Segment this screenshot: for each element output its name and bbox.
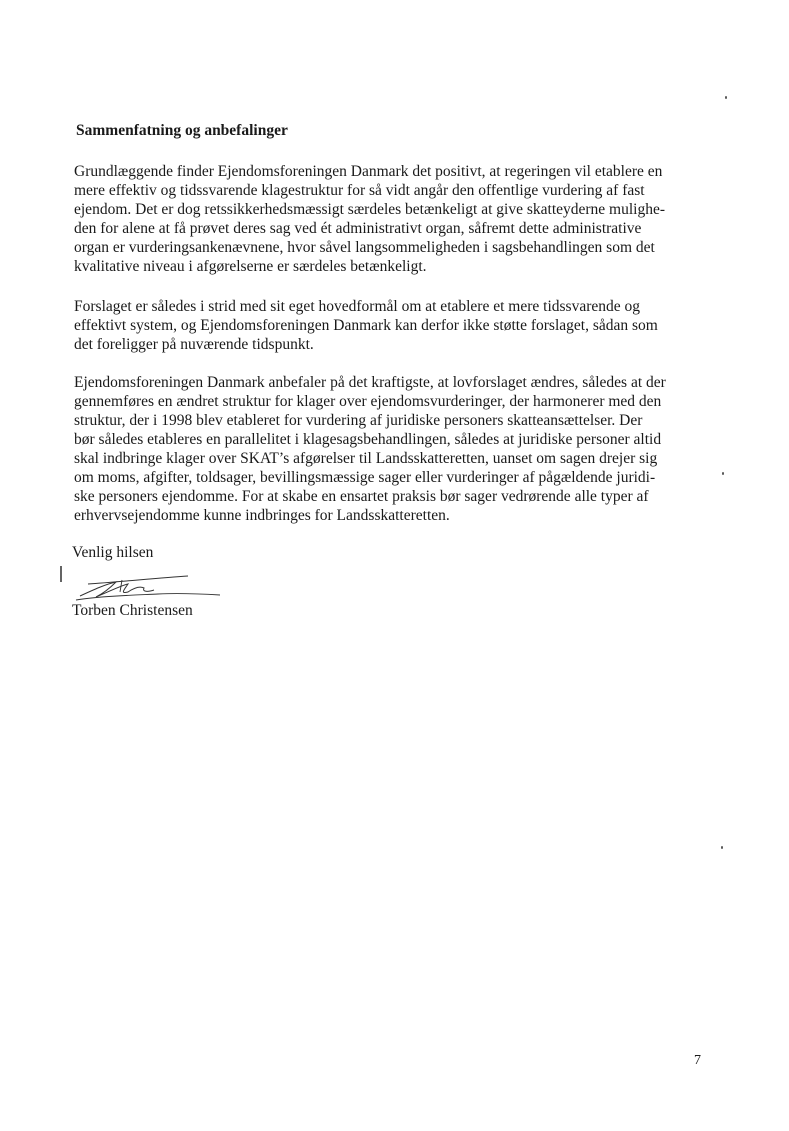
handwritten-signature xyxy=(58,562,228,604)
paragraph-line: effektivt system, og Ejendomsforeningen Danmark kan derfor ikke støtte forslaget, sådan som xyxy=(74,317,658,334)
page-number: 7 xyxy=(694,1053,701,1068)
scan-speck xyxy=(721,846,723,849)
paragraph-line: den for alene at få prøvet deres sag ved ét administrativt organ, såfremt dette administrative xyxy=(74,220,642,237)
paragraph-line: organ er vurderingsankenævnene, hvor såvel langsommeligheden i sagsbehandlingen som det xyxy=(74,239,655,256)
paragraph-line: erhvervsejendomme kunne indbringes for Landsskatteretten. xyxy=(74,507,450,524)
paragraph-1 xyxy=(74,162,665,276)
paragraph-line: kvalitative niveau i afgørelserne er særdeles betænkeligt. xyxy=(74,258,427,275)
scan-speck xyxy=(722,472,724,475)
paragraph-line: det foreligger på nuværende tidspunkt. xyxy=(74,336,314,353)
paragraph-3 xyxy=(74,373,666,525)
closing-salutation: Venlig hilsen xyxy=(72,544,154,561)
paragraph-line: om moms, afgifter, toldsager, bevillingsmæssige sager eller vurderinger af pågældende juridi- xyxy=(74,469,656,486)
paragraph-line: Grundlæggende finder Ejendomsforeningen Danmark det positivt, at regeringen vil etablere en xyxy=(74,163,663,180)
paragraph-line: Ejendomsforeningen Danmark anbefaler på det kraftigste, at lovforslaget ændres, således at der xyxy=(74,374,666,391)
section-heading: Sammenfatning og anbefalinger xyxy=(76,122,288,139)
scan-speck xyxy=(725,96,727,99)
paragraph-line: struktur, der i 1998 blev etableret for vurdering af juridiske personers skatteansættelser. Der xyxy=(74,412,643,429)
paragraph-line: skal indbringe klager over SKAT’s afgørelser til Landsskatteretten, uanset om sagen drejer sig xyxy=(74,450,658,467)
paragraph-line: mere effektiv og tidssvarende klagestruktur for så vidt angår den offentlige vurdering af fast xyxy=(74,182,645,199)
signer-name: Torben Christensen xyxy=(72,602,193,619)
paragraph-line: ske personers ejendomme. For at skabe en ensartet praksis bør sager vedrørende alle typer af xyxy=(74,488,649,505)
paragraph-line: gennemføres en ændret struktur for klager over ejendomsvurderinger, der harmonerer med den xyxy=(74,393,662,410)
paragraph-2 xyxy=(74,297,658,354)
paragraph-line: ejendom. Det er dog retssikkerhedsmæssigt særdeles betænkeligt at give skatteyderne mulighe- xyxy=(74,201,666,218)
paragraph-line: Forslaget er således i strid med sit eget hovedformål om at etablere et mere tidssvarende og xyxy=(74,298,640,315)
paragraph-line: bør således etableres en parallelitet i klagesagsbehandlingen, således at juridiske personer altid xyxy=(74,431,662,448)
